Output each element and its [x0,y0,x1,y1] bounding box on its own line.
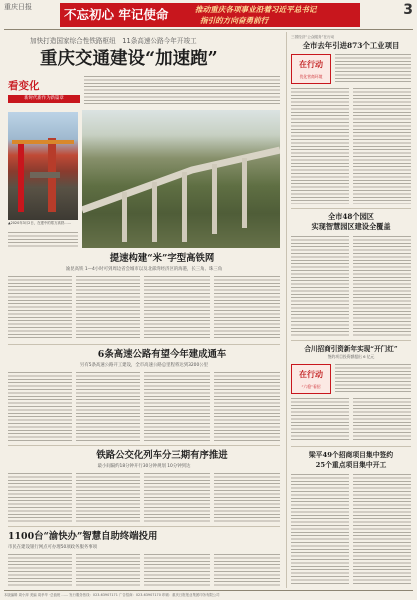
side-head3-sub: 签约项目投资额超出 6 亿元 [327,354,375,359]
tag-label: 看变化 [8,80,40,92]
masthead [0,0,417,30]
sub3-title: 铁路公交化列车分三期有序推进 [96,450,228,461]
sub2-col2 [76,372,140,442]
side-lines6 [335,364,411,394]
sub4-col3 [144,554,210,586]
box2-sub: “六稳”看招 [301,384,321,389]
page-number: 3 [403,2,413,18]
sub4-col2 [76,554,140,586]
masthead-rule [4,29,413,30]
photo-caption: ▲2020年3月2日，在建中的郑万高铁…… [8,221,72,225]
divider-2 [8,445,280,446]
side-divider1 [291,208,411,209]
side-lines1 [335,54,411,84]
headline: 重庆交通建设“加速跑” [40,49,218,69]
side-lines8 [353,398,411,442]
sub2-col1 [8,372,72,442]
sub1-sub: 渝昆高铁 1—4小时可到周边省会城市以及北部湾经济区的海港，长三角、珠三角 [65,267,223,272]
column-divider [286,32,287,588]
side-lines9 [291,474,349,584]
side-head4-line1: 梁平49个招商项目集中签约 [308,451,394,459]
sub1-col4 [214,276,280,340]
bridge-icon [82,110,280,248]
sub2-sub: 另有5条高速公路开工建设，全市高速公路总里程将达到3200公里 [79,363,209,368]
slogan-right-line2: 指引的方向奋勇前行 [200,16,269,25]
photo-caption-lines [8,232,78,248]
side-head2-line2: 实现智慧园区建设全覆盖 [311,222,391,231]
box1-sub: 优化营商环境 [299,74,323,79]
box2 [291,364,331,394]
side-lines5 [353,236,411,336]
crane-icon [8,112,78,220]
side-lines2 [291,88,349,204]
side-head2-line1: 全市48个园区 [328,212,374,221]
side-top-label: 三园经济“公众服务”在行动 [291,35,335,39]
side-lines7 [291,398,349,442]
footer-rule [4,590,413,591]
photo-viaduct [82,110,280,248]
side-lines3 [353,88,411,204]
sub4-sub: 市民在建设银行网点可办理50项政务服务事项 [8,545,98,550]
sub2-col3 [144,372,210,442]
lead-paragraph [84,76,280,106]
paper-name: 重庆日报 [4,3,32,11]
sub3-sub: 最小间隔约18分钟开行30分钟规划 10分钟到达 [97,464,191,469]
side-head3: 合川招商引资新年实现“开门红” [304,345,398,353]
photo-construction [8,112,78,220]
sub4-col4 [214,554,280,586]
sub3-col4 [214,473,280,523]
slogan-right-line1: 推动重庆各项事业沿着习近平总书记 [195,5,317,14]
side-lines10 [353,474,411,584]
side-divider2 [291,340,411,341]
divider-1 [8,344,280,345]
main-column [4,32,282,588]
sub2-col4 [214,372,280,442]
sub1-col1 [8,276,72,340]
sub4-title: 1100台“渝快办”智慧自助终端投用 [8,531,158,542]
tag-badge [8,78,80,106]
side-head4-line2: 25个重点项目集中开工 [315,461,387,469]
kicker: 加快打造国家综合性铁路枢纽 11条高速公路今年开竣工 [30,37,197,45]
sub3-col3 [144,473,210,523]
box1 [291,54,331,84]
sub3-col1 [8,473,72,523]
box1-label: 在行动 [299,60,323,69]
sub3-col2 [76,473,140,523]
sub2-title: 6条高速公路有望今年建成通车 [97,349,227,360]
side-head1: 全市去年引进873个工业项目 [302,41,400,50]
footer-text: 本版编辑 周小萍 美编 周孝华 ·总值班 …… 发行服务热线：023-63907171 广告招商：023-63907170 印刷：重庆日报报业集团印务有限公司 [4,593,220,597]
side-column [289,32,413,588]
sub1-col2 [76,276,140,340]
sub1-col3 [144,276,210,340]
sub1-title: 提速构建“米”字型高铁网 [109,253,215,264]
box2-label: 在行动 [299,370,323,379]
tag-sub: 新时代新作为新篇章 [8,95,80,103]
sub4-col1 [8,554,72,586]
side-divider3 [291,446,411,447]
divider-3 [8,526,280,527]
slogan-left: 不忘初心 牢记使命 [64,7,169,22]
side-lines4 [291,236,349,336]
